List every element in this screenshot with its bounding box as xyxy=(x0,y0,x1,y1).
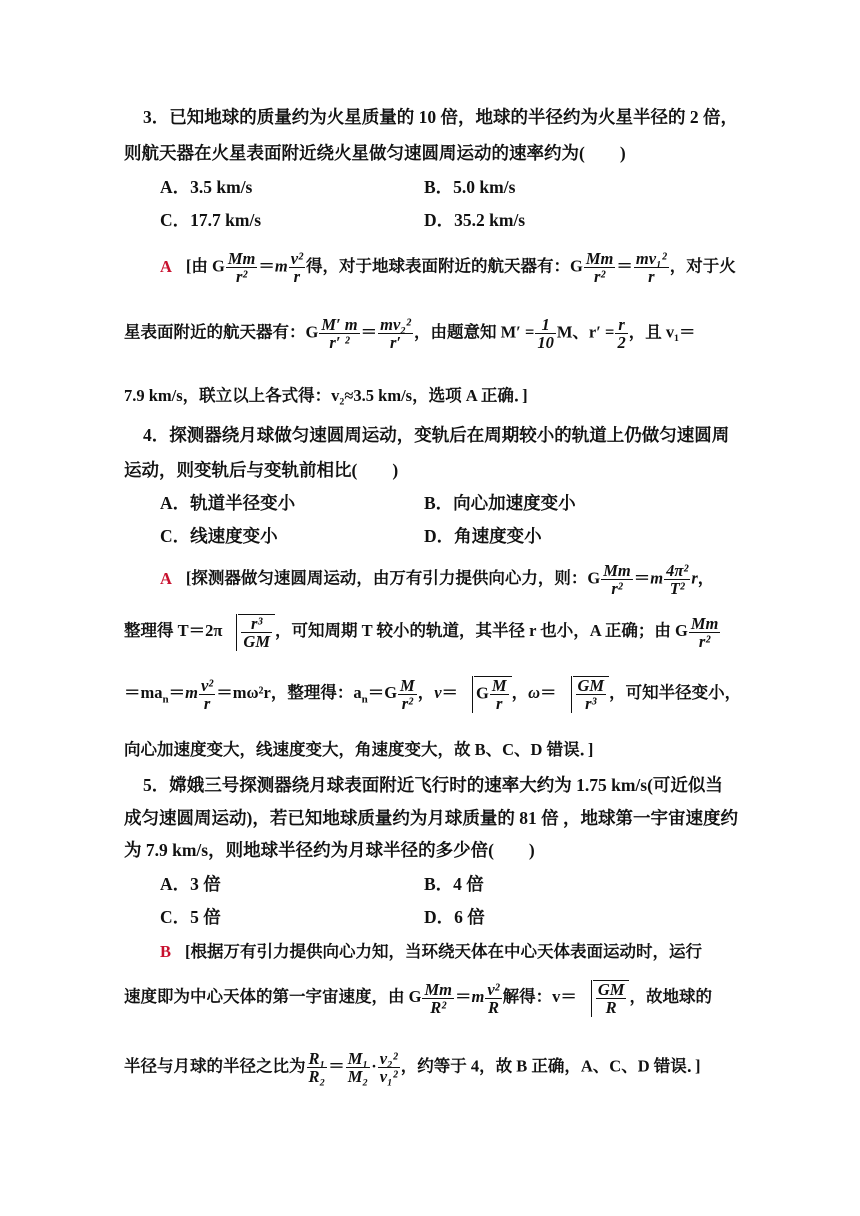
q3-option-c: C．17.7 km/s xyxy=(160,210,262,230)
q3-solution-line3: 7.9 km/s，联立以上各式得：v₂≈3.5 km/s，选项 A 正确．] xyxy=(124,386,528,405)
q4-sol3-text-b: ＝mω²r，整理得：a xyxy=(216,683,362,703)
q3-sol2-text-c: M、r′ = xyxy=(556,322,615,342)
q5-sol2-text-a: 速度即为中心天体的第一宇宙速度，由 G xyxy=(124,987,422,1007)
q3-sol1-text-b: 得，对于地球表面附近的航天器有：G xyxy=(306,256,583,276)
sqrt-symbol: $\frac{\text{r³}}{GM}$ xyxy=(222,614,275,651)
q3-sol1-text-a: [由 G xyxy=(185,256,225,276)
q5-sol2-text-b: 解得：v＝ xyxy=(502,987,577,1007)
q4-option-c: C．线速度变小 xyxy=(160,526,278,546)
q5-option-d: D．6 倍 xyxy=(424,907,485,927)
q4-stem-line2: 运动，则变轨后与变轨前相比( ) xyxy=(124,460,399,480)
q5-stem-line3: 为 7.9 km/s，则地球半径约为月球半径的多少倍( ) xyxy=(124,840,535,860)
formula-frac: $\frac{Mm}{\text{r²}}$ xyxy=(603,561,631,599)
q3-option-b: B．5.0 km/s xyxy=(424,177,516,197)
formula-frac: $\frac{Mm}{\text{r²}}$ xyxy=(690,613,719,651)
q5-solution-line2: 速度即为中心天体的第一宇宙速度，由 G $\frac{Mm}{\text{R²}}$ ＝m $\frac{\text{v²}}{R}$ 解得：v＝ $\frac{GM}{R}$ ，故地球的 xyxy=(124,979,712,1018)
q5-stem-line2: 成匀速圆周运动)，若已知地球质量约为月球质量的 81 倍 ，地球第一宇宙速度约 xyxy=(124,808,738,828)
formula-frac: $\frac{Mm}{\text{R²}}$ xyxy=(424,979,452,1017)
formula-frac: $\frac{\text{mv₂²}}{r'}$ xyxy=(380,315,411,353)
q4-option-d: D．角速度变小 xyxy=(424,526,542,546)
q5-sol2-text-c: ，故地球的 xyxy=(629,987,712,1007)
formula-frac: $\frac{\text{v²}}{R}$ xyxy=(487,979,500,1017)
q5-solution-line3: 半径与月球的半径之比为 $\frac{\text{R₁}}{\text{R₂}}$ ＝ $\frac{\text{M₁}}{\text{M₂}}$ · $\frac{\text{v₂²}}{\text{v₁²}}$ ，约等于 4，故 B 正确，A、C、D 错误．] xyxy=(124,1049,701,1087)
q3-solution-line1: A [由 G $\frac{Mm}{\text{r²}}$ ＝m $\frac{\text{v²}}{r}$ 得，对于地球表面附近的航天器有：G $\frac{Mm}{\text{r²}}$ ＝ $\frac{\text{mv₁²}}{r}$ ，对于火 xyxy=(160,249,736,287)
sqrt-symbol: $\frac{GM}{R}$ xyxy=(577,980,630,1017)
q4-sol3-text-c: ，可知半径变小， xyxy=(609,683,742,703)
q3-sol2-text-d: ，且 v₁＝ xyxy=(628,322,696,342)
q3-option-d: D．35.2 km/s xyxy=(424,210,526,230)
q4-solution-line4: 向心加速度变大，线速度变大，角速度变大，故 B、C、D 错误．] xyxy=(124,740,594,759)
q4-sol2-text-b: ，可知周期 T 较小的轨道，其半径 r 也小，A 正确；由 G xyxy=(275,621,688,641)
q4-answer: A xyxy=(160,568,172,588)
q3-sol2-text-b: ，由题意知 M′ = xyxy=(413,322,535,342)
q4-sol3-text-a: ＝ma xyxy=(124,683,163,703)
formula-frac: $\frac{\text{M₁}}{\text{M₂}}$ xyxy=(347,1049,369,1087)
formula-frac: $\frac{\text{4π²}}{\text{T²}}$ xyxy=(666,561,689,599)
q5-sol1-text: [根据万有引力提供向心力知，当环绕天体在中心天体表面运动时，运行 xyxy=(185,942,703,961)
formula-frac: $\frac{\text{R₁}}{\text{R₂}}$ xyxy=(308,1049,326,1087)
sqrt-symbol: G $\frac{M}{r}$ xyxy=(458,676,512,713)
q5-sol3-text-b: ，约等于 4，故 B 正确，A、C、D 错误．] xyxy=(400,1056,701,1076)
formula-frac: $\frac{Mm}{\text{r²}}$ xyxy=(227,249,256,287)
formula-frac: $\frac{\text{v₂²}}{\text{v₁²}}$ xyxy=(379,1049,398,1087)
sqrt-symbol: $\frac{GM}{\text{r³}}$ xyxy=(557,676,610,713)
formula-frac: $\frac{r}{2}$ xyxy=(617,315,626,353)
q4-solution-line2 xyxy=(124,614,721,651)
q3-sol2-text-a: 星表面附近的航天器有：G xyxy=(124,322,319,342)
q3-answer: A xyxy=(160,256,172,276)
q4-option-b: B．向心加速度变小 xyxy=(424,493,576,513)
q3-option-a: A．3.5 km/s xyxy=(160,177,253,197)
q3-solution-line2: 星表面附近的航天器有：G $\frac{M' m}{\text{r′ ²}}$ ＝ $\frac{\text{mv₂²}}{r'}$ ，由题意知 M′ = $\frac{1}{10}$ M、r′ = $\frac{r}{2}$ ，且 v₁＝ xyxy=(124,315,696,353)
q5-solution-line1 xyxy=(160,938,702,962)
q5-option-a: A．3 倍 xyxy=(160,874,221,894)
q4-solution-line3: $=ma_n=m$ $\frac{\text{v²}}{r}$ ＝mω²r，整理得：$a_n=G$ $\frac{M}{\text{r²}}$ ，v＝ G $\frac{M}{r}$ ，ω＝ $\frac{GM}{\text{r³}}$ ，可知半径变小， xyxy=(124,675,742,714)
formula-frac: $\frac{1}{10}$ xyxy=(537,315,554,353)
q4-option-a: A．轨道半径变小 xyxy=(160,493,296,513)
q5-answer: B xyxy=(160,942,172,961)
q5-option-b: B．4 倍 xyxy=(424,874,484,894)
q4-sol2-text-a: 整理得 T＝2π xyxy=(124,621,223,641)
q4-solution-line1: A [探测器做匀速圆周运动，由万有引力提供向心力，则：G $\frac{Mm}{\text{r²}}$ ＝m $\frac{\text{4π²}}{\text{T²}}$ r， xyxy=(160,561,715,599)
q5-stem-line1: 5．嫦娥三号探测器绕月球表面附近飞行时的速率大约为 1.75 km/s(可近似当 xyxy=(143,775,723,795)
formula-frac: $\frac{M}{\text{r²}}$ xyxy=(400,675,415,713)
q3-stem-line2: 则航天器在火星表面附近绕火星做匀速圆周运动的速率约为( ) xyxy=(124,143,626,163)
q5-sol3-text-a: 半径与月球的半径之比为 xyxy=(124,1056,306,1076)
formula-frac: $\frac{Mm}{\text{r²}}$ xyxy=(585,249,614,287)
formula-frac: $\frac{\text{v²}}{r}$ xyxy=(290,249,304,287)
q4-stem-line1: 4．探测器绕月球做匀速圆周运动，变轨后在周期较小的轨道上仍做匀速圆周 xyxy=(143,425,730,445)
q5-option-c: C．5 倍 xyxy=(160,907,221,927)
q3-sol1-text-c: ，对于火 xyxy=(669,256,736,276)
formula-frac: $\frac{M' m}{\text{r′ ²}}$ xyxy=(321,315,358,353)
formula-frac: $\frac{\text{v²}}{r}$ xyxy=(200,675,214,713)
q3-stem-line1: 3．已知地球的质量约为火星质量的 10 倍，地球的半径约为火星半径的 2 倍， xyxy=(143,107,738,127)
q4-sol1-text: [探测器做匀速圆周运动，由万有引力提供向心力，则：G xyxy=(185,568,601,588)
formula-frac: $\frac{\text{mv₁²}}{r}$ xyxy=(635,249,667,287)
